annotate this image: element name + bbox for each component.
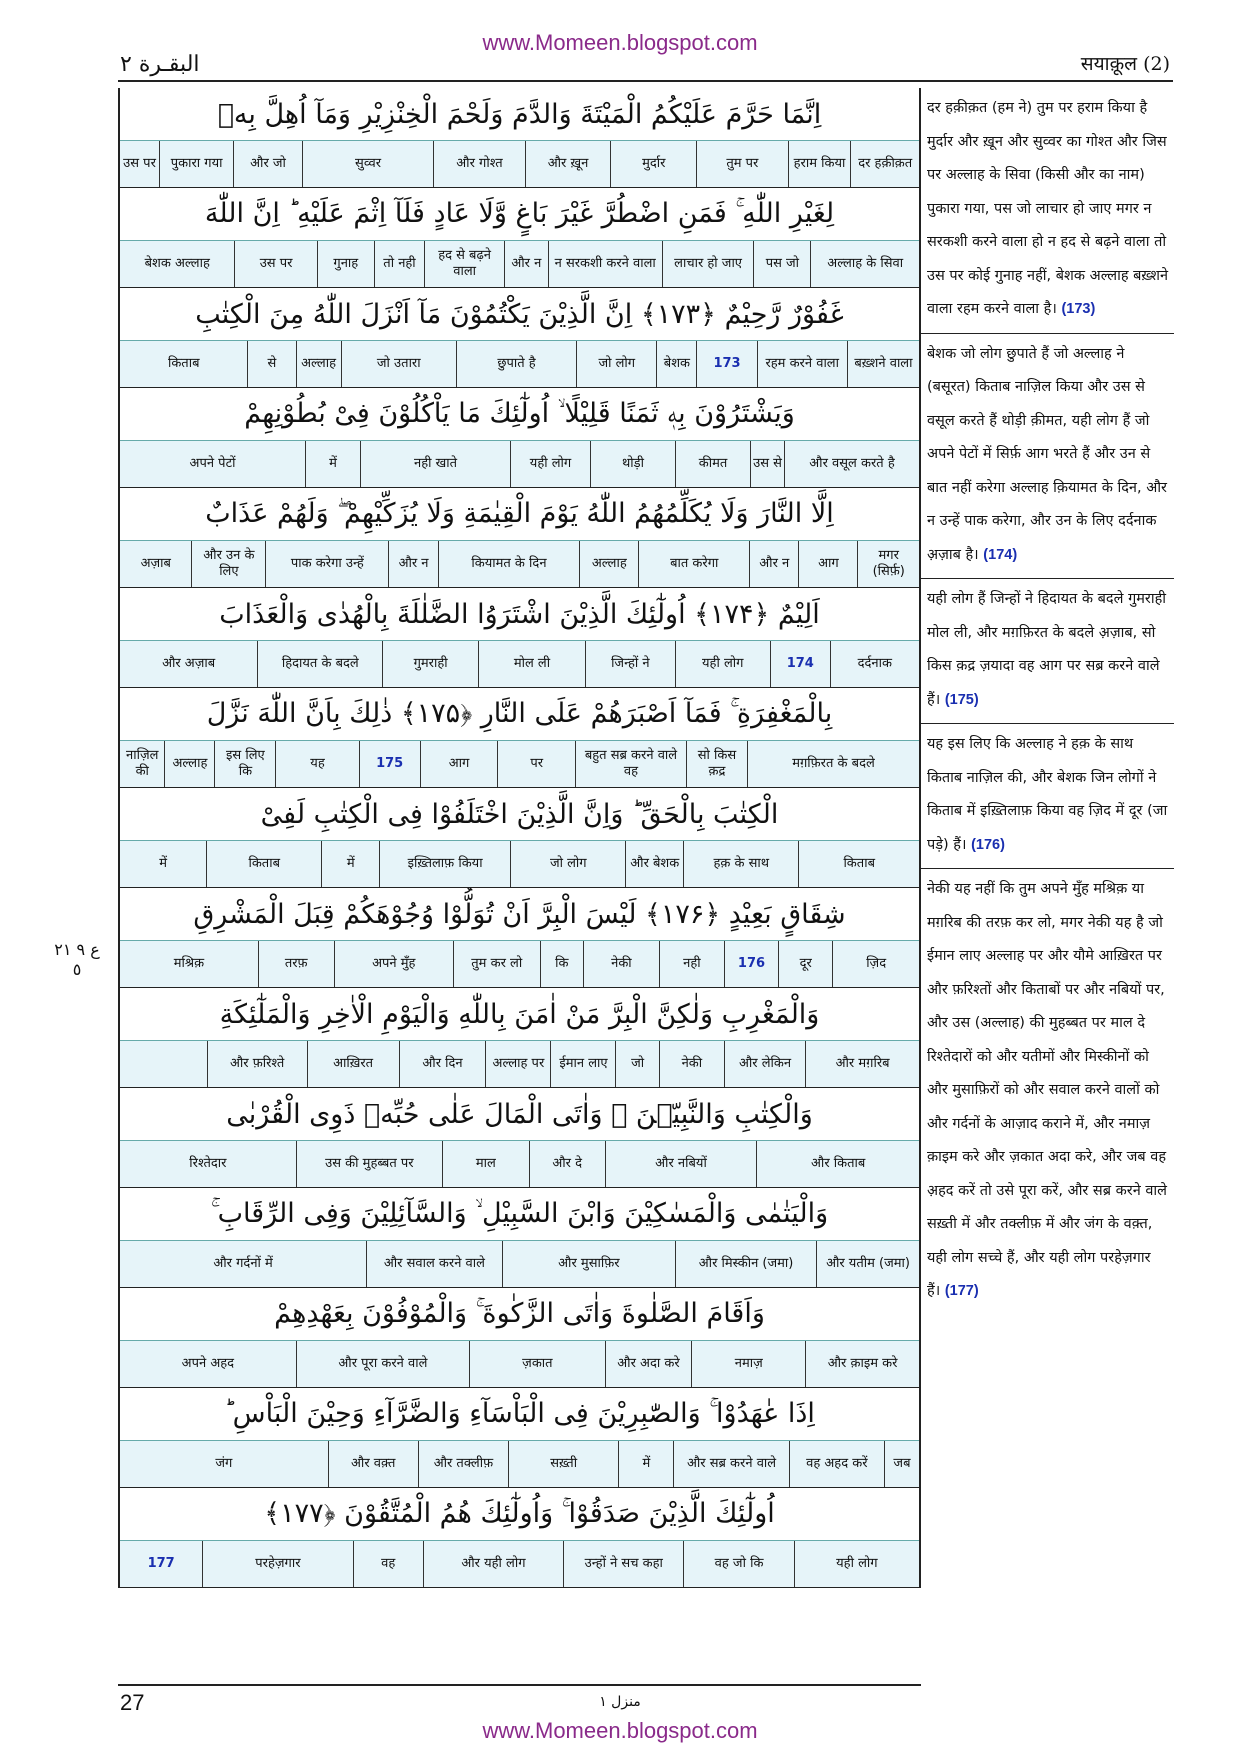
word-meaning-cell: में xyxy=(305,441,360,487)
word-meaning-cell: में xyxy=(159,856,167,872)
para-title: सयाक़ूल (2) xyxy=(1080,53,1170,75)
word-meaning-cell: वह अहद करें xyxy=(789,1441,884,1487)
word-meaning-cell: और दे xyxy=(529,1141,605,1187)
word-meaning-cell: तुम कर लो xyxy=(453,941,540,987)
site-url-bottom: www.Momeen.blogspot.com xyxy=(482,1718,758,1743)
word-meaning-cell: वह जो कि xyxy=(683,1541,793,1587)
verse-number: (174) xyxy=(983,546,1018,563)
word-meaning-cell: न सरकशी करने वाला xyxy=(548,241,662,287)
word-by-word-table xyxy=(118,88,921,1588)
word-meaning-cell: मगर (सिर्फ़) xyxy=(857,541,919,587)
arabic-line: اِلَّا النَّارَ وَلَا يُكَلِّمُهُمُ اللّٰهُ يَوْمَ الْقِيٰمَةِ وَلَا يُزَكِّيْهِمْ ۖ وَلَهُمْ عَذَابٌ xyxy=(120,488,919,541)
word-meaning-cell: और यही लोग xyxy=(423,1541,563,1587)
word-meaning-cell: माल xyxy=(442,1141,529,1187)
word-meaning-cell: पस जो xyxy=(753,241,810,287)
translation-text: दर हक़ीक़त (हम ने) तुम पर हराम किया है मुर्दार और ख़ून और सुव्वर का गोश्त और जिस पर अल्लाह के सिवा (किसी और का नाम) पुकारा गया, पस जो लाचार हो जाए मगर न सरकशी करने वाला हो न हद से बढ़ने वाला तो उस पर कोई गुनाह नहीं, बेशक अल्लाह बख़्शने वाला रहम करने वाला है। xyxy=(927,100,1169,317)
word-meaning-cell: गुनाह xyxy=(317,241,374,287)
word-meaning-cell: उन्हों ने सच कहा xyxy=(563,1541,683,1587)
word-meaning-cell: गुमराही xyxy=(382,641,477,687)
word-meaning-cell: दूर xyxy=(778,941,832,987)
word-meaning-cell: बहुत सब्र करने वाले वह xyxy=(575,741,686,787)
word-meaning-cell: नेकी xyxy=(659,1041,724,1087)
word-meaning-cell: रिश्तेदार xyxy=(189,1156,227,1172)
word-meaning-cell: मश्रिक़ xyxy=(173,956,205,972)
word-meaning-cell: अपने अहद xyxy=(181,1356,235,1372)
word-meaning-cell: पर xyxy=(497,741,575,787)
word-meaning-row xyxy=(120,141,919,188)
word-meaning-cell: जिन्हों ने xyxy=(585,641,674,687)
page-number: 27 xyxy=(120,1690,145,1715)
translation-paragraph xyxy=(921,724,1174,869)
arabic-line: الْكِتٰبَ بِالْحَقِّ ؕ وَاِنَّ الَّذِيْنَ اخْتَلَفُوْا فِى الْكِتٰبِ لَفِىْ xyxy=(120,788,919,841)
word-meaning-cell: और नबियों xyxy=(605,1141,757,1187)
word-meaning-row xyxy=(120,941,919,988)
word-meaning-cell: और तक्लीफ़ xyxy=(418,1441,508,1487)
word-meaning-cell: और पूरा करने वाले xyxy=(296,1341,469,1387)
word-meaning-row xyxy=(120,441,919,488)
manzil-label: منزل ١ xyxy=(599,1694,641,1710)
word-meaning-cell: और मग़रिब xyxy=(805,1041,919,1087)
word-meaning-cell: यही लोग xyxy=(794,1541,919,1587)
word-meaning-cell: और फ़रिश्ते xyxy=(207,1041,307,1087)
header-divider xyxy=(118,80,1173,82)
translation-paragraph xyxy=(921,869,1174,1315)
word-meaning-cell: छुपाते है xyxy=(456,341,576,387)
word-meaning-cell: नेकी xyxy=(583,941,659,987)
verse-number: (173) xyxy=(1061,301,1096,317)
word-meaning-cell: हक़ के साथ xyxy=(683,841,798,887)
word-meaning-cell: लाचार हो जाए xyxy=(662,241,753,287)
site-url-top: www.Momeen.blogspot.com xyxy=(482,30,758,55)
verse-number-cell: 177 xyxy=(147,1556,175,1572)
word-meaning-cell: और क़ाइम करे xyxy=(805,1341,919,1387)
word-meaning-cell: सो किस क़द्र xyxy=(686,741,747,787)
word-meaning-cell: अज़ाब xyxy=(140,556,171,572)
word-meaning-cell: नमाज़ xyxy=(691,1341,805,1387)
word-meaning-cell: हद से बढ़ने वाला xyxy=(424,241,504,287)
word-meaning-row xyxy=(120,241,919,288)
word-meaning-cell: और न xyxy=(749,541,798,587)
word-meaning-cell: कीमत xyxy=(675,441,750,487)
word-meaning-cell: और गर्दनों में xyxy=(213,1256,273,1272)
word-meaning-cell: और दिन xyxy=(399,1041,486,1087)
word-meaning-cell: कि xyxy=(540,941,583,987)
word-meaning-cell: आख़िरत xyxy=(307,1041,399,1087)
word-meaning-cell: मग़फ़िरत के बदले xyxy=(747,741,919,787)
word-meaning-cell: यही लोग xyxy=(510,441,590,487)
word-meaning-cell: हराम किया xyxy=(788,141,851,187)
word-meaning-cell: उस पर xyxy=(234,241,316,287)
word-meaning-cell: रहम करने वाला xyxy=(757,341,847,387)
word-meaning-cell xyxy=(120,1041,207,1087)
word-meaning-cell: दर्दनाक xyxy=(830,641,919,687)
word-meaning-cell: और ख़ून xyxy=(525,141,611,187)
word-meaning-cell: थोड़ी xyxy=(590,441,675,487)
word-meaning-row xyxy=(120,541,919,588)
word-meaning-cell: ज़कात xyxy=(469,1341,605,1387)
word-meaning-cell: अल्लाह के सिवा xyxy=(810,241,919,287)
word-meaning-cell: और वसूल करते है xyxy=(784,441,919,487)
verse-number-cell: 175 xyxy=(359,741,420,787)
word-meaning-cell: जो xyxy=(615,1041,658,1087)
ruku-marker: ع ۹ ٢١ ٥ xyxy=(54,940,100,979)
word-meaning-cell: बात करेगा xyxy=(638,541,749,587)
verse-number: (177) xyxy=(944,1283,979,1299)
word-meaning-cell: और जो xyxy=(233,141,302,187)
word-meaning-cell: उस से xyxy=(750,441,784,487)
word-meaning-cell: और सवाल करने वाले xyxy=(366,1241,502,1287)
word-meaning-cell: किताब xyxy=(206,841,321,887)
word-meaning-cell: जंग xyxy=(215,1456,233,1472)
word-meaning-cell: यह xyxy=(275,741,358,787)
word-meaning-cell: और लेकिन xyxy=(724,1041,805,1087)
word-meaning-cell: सुव्वर xyxy=(302,141,433,187)
word-meaning-cell: वह xyxy=(353,1541,423,1587)
word-meaning-cell: और मिस्कीन (जमा) xyxy=(675,1241,816,1287)
word-meaning-cell: कियामत के दिन xyxy=(438,541,580,587)
word-meaning-cell: हिदायत के बदले xyxy=(257,641,382,687)
word-meaning-cell: और उन के लिए xyxy=(191,541,265,587)
word-meaning-row xyxy=(120,741,919,788)
word-meaning-row xyxy=(120,341,919,388)
verse-number-cell: 176 xyxy=(724,941,778,987)
translation-paragraph xyxy=(921,334,1174,580)
word-meaning-cell: नही xyxy=(659,941,724,987)
word-meaning-cell: दर हक़ीक़त xyxy=(850,141,919,187)
arabic-line: شِقَاقٍ بَعِيْدٍ ﴿۱۷۶﴾ لَيْسَ الْبِرَّ اَنْ تُوَلُّوْا وُجُوْهَكُمْ قِبَلَ الْمَشْرِقِ xyxy=(120,888,919,941)
word-meaning-cell: बख़्शने वाला xyxy=(847,341,919,387)
word-meaning-row xyxy=(120,641,919,688)
word-meaning-cell: पुकारा गया xyxy=(159,141,233,187)
word-meaning-cell: अल्लाह पर xyxy=(485,1041,550,1087)
translation-text: नेकी यह नहीं कि तुम अपने मुँह मश्रिक़ या मग़रिब की तरफ़ कर लो, मगर नेकी यह है जो ईमान लाए अल्लाह पर और यौमे आख़िरत पर और फ़रिश्तों और किताबों पर और नबियों पर, और उस (अल्लाह) की मुहब्बत पर माल दे रिश्तेदारों को और यतीमों और मिस्कीनों को और मुसाफ़िरों को और सवाल करने वालों को और गर्दनों के आज़ाद कराने में, और नमाज़ क़ाइम करे और ज़कात अदा करे, और जब वह अ़हद करें तो उसे पूरा करें, और सब्र करने वाले सख़्ती में और तक्लीफ़ में और जंग के वक़्त, यही लोग सच्चे हैं, और यही लोग परहेज़गार हैं। xyxy=(927,881,1167,1299)
word-meaning-cell: जो उतारा xyxy=(341,341,456,387)
word-meaning-cell: किताब xyxy=(167,356,200,372)
surah-title: البقـرة ٢ xyxy=(120,52,200,77)
word-meaning-cell: से xyxy=(247,341,295,387)
word-meaning-cell: और किताब xyxy=(756,1141,919,1187)
word-meaning-cell: इस लिए कि xyxy=(214,741,275,787)
verse-number-cell: 174 xyxy=(770,641,830,687)
word-meaning-cell: में xyxy=(321,841,379,887)
word-meaning-cell: तुम पर xyxy=(696,141,787,187)
word-meaning-cell: सख़्ती xyxy=(508,1441,618,1487)
word-meaning-row xyxy=(120,1141,919,1188)
word-meaning-cell: यही लोग xyxy=(675,641,770,687)
word-meaning-cell: ईमान लाए xyxy=(550,1041,615,1087)
word-meaning-cell: अल्लाह xyxy=(296,341,341,387)
arabic-line: وَالْمَغْرِبِ وَلٰكِنَّ الْبِرَّ مَنْ اٰمَنَ بِاللّٰهِ وَالْيَوْمِ الْاٰخِرِ وَالْمَلٰٓئِكَةِ xyxy=(120,988,919,1041)
word-meaning-cell: इख़्तिलाफ़ किया xyxy=(379,841,510,887)
word-meaning-cell: और अज़ाब xyxy=(162,656,216,672)
word-meaning-cell: अपने मुँह xyxy=(334,941,453,987)
word-meaning-cell: उस पर xyxy=(123,156,156,172)
arabic-line: وَالْكِتٰبِ وَالنَّبِيّٖنَ ۚ وَاٰتَى الْمَالَ عَلٰى حُبِّهٖ ذَوِى الْقُرْبٰى xyxy=(120,1088,919,1141)
arabic-line: وَاَقَامَ الصَّلٰوةَ وَاٰتَى الزَّكٰوةَ ۚ وَالْمُوْفُوْنَ بِعَهْدِهِمْ xyxy=(120,1288,919,1341)
word-meaning-cell: मोल ली xyxy=(478,641,585,687)
word-meaning-cell: और न xyxy=(388,541,437,587)
word-meaning-cell: ज़िद xyxy=(832,941,919,987)
word-meaning-row xyxy=(120,841,919,888)
word-meaning-cell: जो लोग xyxy=(576,341,656,387)
translation-paragraph xyxy=(921,579,1174,724)
word-meaning-cell: किताब xyxy=(798,841,919,887)
word-meaning-cell: बेशक xyxy=(656,341,696,387)
word-meaning-cell: और अदा करे xyxy=(605,1341,692,1387)
arabic-line: اَلِيْمٌ ﴿۱۷۴﴾ اُولٰٓئِكَ الَّذِيْنَ اشْتَرَوُا الضَّلٰلَةَ بِالْهُدٰى وَالْعَذَابَ xyxy=(120,588,919,641)
word-meaning-cell: और मुसाफ़िर xyxy=(502,1241,675,1287)
word-meaning-cell: आग xyxy=(420,741,498,787)
arabic-line: وَالْيَتٰمٰى وَالْمَسٰكِيْنَ وَابْنَ السَّبِيْلِ ۙ وَالسَّآئِلِيْنَ وَفِى الرِّقَابِ ۚ xyxy=(120,1188,919,1241)
word-meaning-cell: बेशक अल्लाह xyxy=(144,256,210,272)
translation-text: यह इस लिए कि अल्लाह ने हक़ के साथ किताब नाज़िल की, और बेशक जिन लोगों ने किताब में इख़्तिलाफ़ किया वह ज़िद में दूर (जा पड़े) हैं। xyxy=(927,736,1168,853)
word-meaning-cell: अल्लाह xyxy=(579,541,638,587)
word-meaning-cell: और यतीम (जमा) xyxy=(816,1241,919,1287)
verse-number: (175) xyxy=(944,691,979,708)
word-meaning-row xyxy=(120,1041,919,1088)
translation-column xyxy=(921,88,1174,1682)
word-meaning-cell: में xyxy=(618,1441,673,1487)
word-meaning-row xyxy=(120,1441,919,1488)
translation-paragraph xyxy=(921,88,1174,334)
verse-number-cell: 173 xyxy=(696,341,756,387)
word-meaning-cell: उस की मुहब्बत पर xyxy=(296,1141,442,1187)
word-meaning-row xyxy=(120,1241,919,1288)
arabic-line: بِالْمَغْفِرَةِ ۚ فَمَآ اَصْبَرَهُمْ عَلَى النَّارِ ﴿۱۷۵﴾ ذٰلِكَ بِاَنَّ اللّٰهَ نَزَّلَ xyxy=(120,688,919,741)
verse-number: (176) xyxy=(971,836,1005,853)
word-meaning-cell: अपने पेटों xyxy=(189,456,236,472)
table-bottom-border xyxy=(118,1684,921,1686)
word-meaning-cell: और वक़्त xyxy=(328,1441,418,1487)
word-meaning-row xyxy=(120,1341,919,1388)
arabic-line: اِنَّمَا حَرَّمَ عَلَيْكُمُ الْمَيْتَةَ وَالدَّمَ وَلَحْمَ الْخِنْزِيْرِ وَمَآ اُهِلَّ بِهٖ xyxy=(120,88,919,141)
word-meaning-cell: पाक करेगा उन्हें xyxy=(265,541,388,587)
translation-text: यही लोग हैं जिन्हों ने हिदायत के बदले गुमराही मोल ली, और मग़फ़िरत के बदले अ़ज़ाब, सो किस क़द्र ज़यादा वह आग पर सब्र करने वाले हैं। xyxy=(927,591,1167,708)
arabic-line: اُولٰٓئِكَ الَّذِيْنَ صَدَقُوْا ۚ وَاُولٰٓئِكَ هُمُ الْمُتَّقُوْنَ ﴿۱۷۷﴾ xyxy=(120,1488,919,1541)
word-meaning-cell: अल्लाह xyxy=(164,741,214,787)
arabic-line: اِذَا عٰهَدُوْا ۚ وَالصّٰبِرِيْنَ فِى الْبَاْسَآءِ وَالضَّرَّآءِ وَحِيْنَ الْبَاْسِ ؕ xyxy=(120,1388,919,1441)
arabic-line: وَيَشْتَرُوْنَ بِهٖ ثَمَنًا قَلِيْلًا ۙ اُولٰٓئِكَ مَا يَاْكُلُوْنَ فِىْ بُطُوْنِهِمْ xyxy=(120,388,919,441)
word-meaning-cell: परहेज़गार xyxy=(202,1541,352,1587)
word-meaning-cell: और सब्र करने वाले xyxy=(673,1441,788,1487)
word-meaning-cell: जब xyxy=(884,1441,919,1487)
word-meaning-cell: नही खाते xyxy=(360,441,510,487)
word-meaning-cell: और गोश्त xyxy=(433,141,524,187)
word-meaning-cell: और न xyxy=(504,241,547,287)
word-meaning-cell: आग xyxy=(798,541,857,587)
word-meaning-cell: नाज़िल की xyxy=(126,748,159,779)
word-meaning-cell: तो नही xyxy=(374,241,424,287)
word-meaning-cell: मुर्दार xyxy=(610,141,696,187)
translation-text: बेशक जो लोग छुपाते हैं जो अल्लाह ने (बसूरत) किताब नाज़िल किया और उस से वसूल करते हैं थोड़ी क़ीमत, यही लोग हैं जो अपने पेटों में सिर्फ़ आग भरते हैं और उन से बात नहीं करेगा अल्लाह क़ियामत के दिन, और न उन्हें पाक करेगा, और उन के लिए दर्दनाक अ़ज़ाब है। xyxy=(927,345,1167,563)
word-meaning-row xyxy=(120,1541,919,1588)
word-meaning-cell: और बेशक xyxy=(625,841,683,887)
arabic-line: لِغَيْرِ اللّٰهِ ۚ فَمَنِ اضْطُرَّ غَيْرَ بَاغٍ وَّلَا عَادٍ فَلَآ اِثْمَ عَلَيْهِ ؕ اِنَّ اللّٰهَ xyxy=(120,188,919,241)
word-meaning-cell: जो लोग xyxy=(510,841,625,887)
word-meaning-cell: तरफ़ xyxy=(258,941,334,987)
arabic-line: غَفُوْرٌ رَّحِيْمٌ ﴿۱۷۳﴾ اِنَّ الَّذِيْنَ يَكْتُمُوْنَ مَآ اَنْزَلَ اللّٰهُ مِنَ الْكِتٰبِ xyxy=(120,288,919,341)
